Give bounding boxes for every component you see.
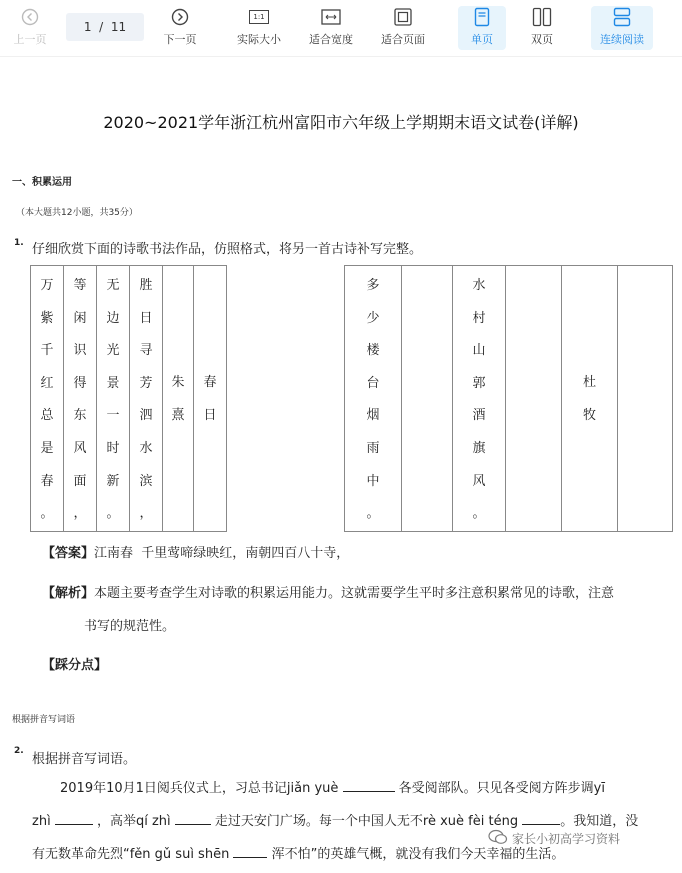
fit-page-icon xyxy=(394,6,412,28)
poem2-title-blank-column xyxy=(618,266,673,532)
poem-table-2 xyxy=(344,265,673,532)
poem-character: 。 xyxy=(366,506,380,522)
actual-size-label: 实际大小 xyxy=(237,33,281,46)
poem-character: 新 xyxy=(106,473,120,489)
poem-character: 一 xyxy=(106,408,120,424)
question-text: 根据拼音写词语。 xyxy=(32,752,137,767)
poem2-blank-column xyxy=(402,266,453,532)
double-page-icon xyxy=(532,6,552,28)
poem-character: 多 xyxy=(366,278,380,293)
poem-character: 山 xyxy=(472,343,486,359)
q2-line2-b: ，高举qí zhì xyxy=(96,814,171,829)
continuous-reading-label: 连续阅读 xyxy=(600,33,644,46)
section2-heading: 根据拼音写词语 xyxy=(12,715,76,725)
poem-character: 酒 xyxy=(472,408,486,424)
poem-character: 等 xyxy=(73,278,87,293)
poem-character: 风 xyxy=(472,473,486,489)
answer-line xyxy=(42,545,349,563)
watermark-text: 家长小初高学习资料 xyxy=(512,832,621,846)
double-page-label: 双页 xyxy=(531,33,553,46)
poem1-title-column xyxy=(194,266,227,532)
poem-character: 楼 xyxy=(366,343,380,359)
poem-character: 是 xyxy=(40,440,54,456)
poem-character: 杜 xyxy=(582,375,596,390)
poem-character: 闲 xyxy=(73,310,87,326)
poem-character: 滨 xyxy=(139,473,153,489)
next-page-button[interactable] xyxy=(160,6,200,50)
q2-line1 xyxy=(60,780,605,798)
poem1-column xyxy=(97,266,130,532)
next-page-label: 下一页 xyxy=(163,33,197,46)
double-page-button[interactable] xyxy=(520,6,564,50)
fit-width-icon xyxy=(321,6,341,28)
fit-width-button[interactable] xyxy=(304,6,358,50)
poem-character: 时 xyxy=(106,440,120,456)
poem-character: 少 xyxy=(366,310,380,326)
poem-character: 东 xyxy=(73,408,87,424)
blank-rexuefeiteng[interactable] xyxy=(522,824,560,825)
page-indicator-text: 1 / 11 xyxy=(83,20,127,34)
answer-label: 【答案】 xyxy=(42,546,95,561)
scoring-label-line xyxy=(42,657,107,675)
prev-page-label: 上一页 xyxy=(13,33,47,46)
continuous-reading-icon xyxy=(613,6,631,28)
poem-character: 得 xyxy=(73,375,87,391)
blank-jianyue[interactable] xyxy=(343,791,395,792)
analysis-block xyxy=(42,585,672,603)
chevron-right-circle-icon xyxy=(171,6,189,28)
poem-character: 郭 xyxy=(472,375,486,391)
chevron-left-circle-icon xyxy=(21,6,39,28)
single-page-label: 单页 xyxy=(471,33,493,46)
poem-character: 朱 xyxy=(171,375,185,390)
poem-character: 中 xyxy=(366,473,380,489)
poem-character: 泗 xyxy=(139,408,153,424)
poem-character: ， xyxy=(73,506,87,522)
answer-text: 江南春 千里莺啼绿映红，南朝四百八十寺， xyxy=(94,546,350,561)
q2-line2-d: 。我知道，没 xyxy=(560,814,639,829)
poem-character: 春 xyxy=(203,375,217,390)
poem-character: 风 xyxy=(73,440,87,456)
document-title: 2020~2021学年浙江杭州富阳市六年级上学期期末语文试卷(详解) xyxy=(103,113,579,132)
poem-character: 寻 xyxy=(139,343,153,359)
single-page-button[interactable] xyxy=(458,6,506,50)
poem-character: 紫 xyxy=(40,310,54,326)
question-number: 2. xyxy=(14,746,24,756)
poem-character: 春 xyxy=(40,473,54,489)
poem-character: 水 xyxy=(139,440,153,456)
q2-line3-b: 浑不怕”的英雄气概，就没有我们今天幸福的生活。 xyxy=(271,847,565,862)
poem1-column xyxy=(130,266,163,532)
poem-character: 面 xyxy=(73,473,87,489)
poem-character: 日 xyxy=(203,407,217,423)
continuous-reading-button[interactable] xyxy=(591,6,653,50)
q2-line1-b: 各受阅部队。只见各受阅方阵步调yī xyxy=(398,781,605,796)
poem2-blank-column xyxy=(506,266,562,532)
poem-character: 雨 xyxy=(366,440,380,456)
poem-table-1 xyxy=(30,265,227,532)
q2-line3-a: 有无数革命先烈“fěn gǔ suì shēn xyxy=(32,847,230,862)
poem-character: 红 xyxy=(40,375,54,391)
fit-width-label: 适合宽度 xyxy=(309,33,353,46)
section-subheading: （本大题共12小题，共35分） xyxy=(16,208,138,218)
q2-line3 xyxy=(32,846,564,864)
poem-character: 旗 xyxy=(472,440,486,456)
poem-character: 边 xyxy=(106,310,120,326)
poem-character: 万 xyxy=(40,278,54,293)
question-text: 仔细欣赏下面的诗歌书法作品，仿照格式，将另一首古诗补写完整。 xyxy=(32,242,423,257)
q2-line1-a: 2019年10月1日阅兵仪式上，习总书记jiǎn yuè xyxy=(60,781,339,796)
prev-page-button[interactable] xyxy=(10,6,50,50)
scoring-label: 【踩分点】 xyxy=(42,658,108,673)
page-indicator[interactable] xyxy=(66,13,144,41)
poem-character: 。 xyxy=(472,506,486,522)
fit-page-button[interactable] xyxy=(376,6,430,50)
section-heading: 一、积累运用 xyxy=(12,177,72,188)
poem2-column xyxy=(453,266,506,532)
poem-character: ， xyxy=(139,506,153,522)
poem-character: 烟 xyxy=(366,408,380,424)
poem-character: 水 xyxy=(472,278,486,293)
actual-size-icon xyxy=(249,6,269,28)
watermark xyxy=(488,829,620,848)
viewer-toolbar xyxy=(0,0,682,57)
analysis-label: 【解析】 xyxy=(42,586,95,601)
poem-character: 识 xyxy=(73,343,87,359)
poem-character: 牧 xyxy=(582,407,596,423)
poem-character: 千 xyxy=(40,343,54,359)
q2-line2-c: 走过天安门广场。每一个中国人无不rè xuè fèi téng xyxy=(214,814,519,829)
q2-line2-a: zhì xyxy=(32,814,51,829)
fit-page-label: 适合页面 xyxy=(381,33,425,46)
poem-character: 。 xyxy=(40,506,54,522)
poem-character: 无 xyxy=(106,278,120,293)
poem-character: 台 xyxy=(366,375,380,391)
poem2-author-column xyxy=(562,266,618,532)
blank-qizhi[interactable] xyxy=(175,824,211,825)
wechat-icon xyxy=(488,829,508,848)
poem2-column xyxy=(345,266,402,532)
actual-size-icon-text: 1:1 xyxy=(249,10,269,24)
question-number: 1. xyxy=(14,238,24,248)
blank-yizhi[interactable] xyxy=(55,824,93,825)
poem-character: 景 xyxy=(106,375,120,391)
poem-character: 光 xyxy=(106,343,120,359)
poem1-column xyxy=(64,266,97,532)
poem-character: 胜 xyxy=(139,278,153,293)
poem-character: 。 xyxy=(106,506,120,522)
poem-character: 村 xyxy=(472,310,486,326)
analysis-text-line2: 书写的规范性。 xyxy=(84,619,176,634)
single-page-icon xyxy=(474,6,490,28)
poem-character: 总 xyxy=(40,408,54,424)
blank-fengusuishen[interactable] xyxy=(233,857,267,858)
analysis-text-line1: 本题主要考查学生对诗歌的积累运用能力。这就需要学生平时多注意积累常见的诗歌，注意 xyxy=(94,586,615,601)
poem-character: 熹 xyxy=(171,407,185,423)
poem-character: 芳 xyxy=(139,375,153,391)
poem1-column xyxy=(31,266,64,532)
actual-size-button[interactable] xyxy=(232,6,286,50)
poem-character: 日 xyxy=(139,310,153,326)
poem1-author-column xyxy=(163,266,194,532)
